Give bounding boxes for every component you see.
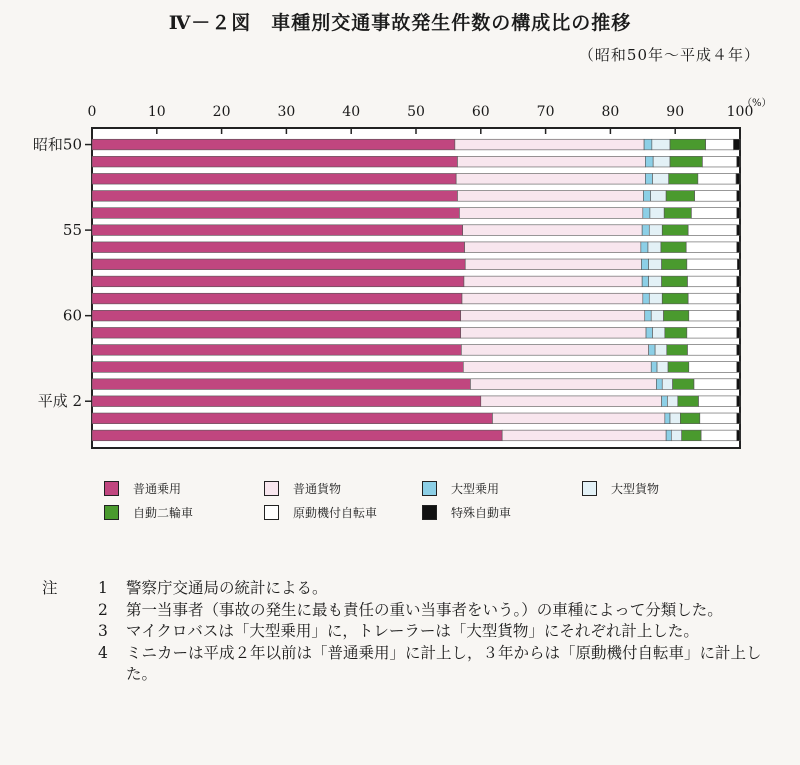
bar-segment [737,413,740,424]
bar-segment [92,362,463,373]
legend-item [582,480,659,497]
bar-segment [668,362,689,373]
footnote-text: マイクロバスは「大型乗用」に，トレーラーは「大型貨物」にそれぞれ計上した。 [126,622,699,640]
bar-segment [92,242,465,253]
bar-segment [461,310,645,321]
bar-segment [699,396,737,407]
bar-segment [461,327,646,338]
bar-segment [661,242,686,253]
bar-segment [652,139,670,150]
bar-segment [92,396,481,407]
x-tick-label: 30 [277,104,296,120]
bar-segment [656,379,662,390]
bar-segment [698,173,736,184]
bar-segment [463,225,642,236]
x-tick-label: 90 [666,104,685,120]
x-tick-label: 70 [536,104,555,120]
legend-label: 原動機付自転車 [293,506,378,520]
bar-segment [702,156,736,167]
bar-segment [643,208,650,219]
bar-segment [737,276,740,287]
bar-segment [701,430,737,441]
bar-segment [737,396,740,407]
bar-segment [641,242,648,253]
bar-segment [92,413,492,424]
bar-segment [706,139,734,150]
bar-segment [688,276,737,287]
bar-segment [670,139,706,150]
bar-segment [465,242,641,253]
x-tick-label: 20 [212,104,231,120]
bar-segment [92,208,459,219]
footnote-text: 警察庁交通局の統計による。 [126,579,328,597]
bar-segment [673,379,694,390]
bar-segment [92,430,502,441]
bar-segment [682,430,701,441]
x-tick-label: 10 [147,104,166,120]
bar-segment [680,413,699,424]
footnote-item [42,621,792,643]
bar-segment [462,293,643,304]
bar-segment [689,310,737,321]
bar-segment [737,191,740,202]
bar-segment [662,379,672,390]
legend-swatch [582,481,597,496]
bar-segment [645,310,651,321]
bar-segment [688,345,737,356]
legend-item [422,504,511,521]
bar-segment [464,276,642,287]
bar-segment [92,345,461,356]
x-tick-label: 50 [407,104,425,120]
bar-segment [700,413,737,424]
bar-segment [456,173,645,184]
row-label: 平成 2 [37,392,82,411]
bar-segment [457,191,643,202]
bar-segment [92,379,470,390]
bar-segment [670,413,680,424]
bar-segment [678,396,699,407]
bar-segment [92,327,461,338]
bar-segment [688,293,737,304]
bar-segment [737,259,740,270]
bar-segment [502,430,666,441]
bar-segment [645,156,653,167]
bar-segment [650,208,664,219]
bar-segment [737,310,740,321]
bar-segment [642,259,649,270]
legend-swatch [422,505,437,520]
bar-segment [653,173,669,184]
bar-segment [92,276,464,287]
chart-title: Ⅳ－２図 車種別交通事故発生件数の構成比の推移 [168,12,632,34]
legend-swatch [422,481,437,496]
legend-swatch [104,505,119,520]
bar-segment [92,225,463,236]
chart-legend [100,476,740,526]
row-label: 60 [62,306,82,325]
bar-segment [666,430,671,441]
footnote-number: 2 [98,600,108,619]
legend-item [104,480,181,497]
x-tick-label: 40 [342,104,361,120]
bar-segment [642,276,648,287]
bar-segment [669,173,698,184]
legend-label: 大型貨物 [611,482,660,496]
bar-segment [734,139,740,150]
bar-segment [92,310,461,321]
bar-segment [92,259,465,270]
bar-segment [737,430,740,441]
legend-label: 大型乗用 [451,482,500,496]
legend-label: 自動二輪車 [133,506,194,520]
x-tick-label: 0 [87,104,97,120]
legend-item [104,504,193,521]
bar-segment [492,413,664,424]
legend-label: 普通乗用 [133,482,182,496]
bar-segment [737,379,740,390]
bar-segment [644,139,652,150]
bar-segment [737,345,740,356]
chart-subtitle: （昭和50年～平成４年） [578,46,760,64]
bar-segment [662,293,688,304]
row-label: 昭和50 [32,135,82,154]
bar-segment [687,327,737,338]
legend-label: 普通貨物 [293,482,342,496]
x-tick-label: 100 [726,104,754,120]
bar-segment [642,225,649,236]
bar-segment [481,396,662,407]
bar-segment [736,173,740,184]
bar-segment [695,191,737,202]
bar-segment [455,139,644,150]
bar-segment [671,430,681,441]
legend-item [264,480,341,497]
bar-segment [643,293,649,304]
bar-segment [662,276,688,287]
bar-segment [649,345,655,356]
footnote-item [42,578,792,600]
bar-segment [648,242,661,253]
bar-segment [92,173,456,184]
bar-segment [737,362,740,373]
legend-swatch [264,481,279,496]
bar-segment [662,225,688,236]
bar-segment [649,276,662,287]
bar-segment [92,293,462,304]
bar-segment [470,379,656,390]
bar-segment [662,259,687,270]
bar-segment [688,225,737,236]
bar-segment [664,208,691,219]
bar-segment [92,139,455,150]
footnote-item [42,600,792,622]
bar-segment [670,156,702,167]
bar-segment [465,259,641,270]
bar-segment [651,362,657,373]
bar-segment [649,293,662,304]
bar-segment [662,396,668,407]
bar-segment [691,208,736,219]
legend-label: 特殊自動車 [451,506,512,520]
footnote-text: ミニカーは平成２年以前は「普通乗用」に計上し，３年からは「原動機付自転車」に計上した。 [126,643,762,683]
footnote-item [42,643,792,686]
legend-swatch [104,481,119,496]
bar-segment [645,173,652,184]
footnote-number: 4 [98,643,108,662]
footnote-number: 3 [98,622,108,640]
x-unit-label: （%） [742,98,772,109]
bar-segment [657,362,668,373]
footnotes [42,578,792,686]
bar-segment [646,327,652,338]
bar-segment [457,156,645,167]
footnote-label: 注 [42,579,58,597]
legend-item [422,480,499,497]
bar-segment [667,396,677,407]
bar-segment [461,345,648,356]
x-tick-label: 60 [471,104,490,120]
bar-segment [459,208,642,219]
legend-item [264,504,377,521]
bar-segment [667,345,688,356]
bar-segment [665,327,687,338]
bar-segment [92,156,457,167]
bar-segment [694,379,737,390]
bar-segment [737,327,740,338]
bar-segment [737,156,740,167]
bar-segment [463,362,651,373]
bar-segment [689,362,737,373]
bar-segment [737,293,740,304]
bar-segment [651,310,663,321]
bar-segment [686,242,737,253]
x-tick-label: 80 [601,104,620,120]
bar-segment [737,208,740,219]
bar-segment [649,225,662,236]
bar-segment [666,191,695,202]
bar-segment [737,225,740,236]
row-label: 55 [62,221,82,240]
bar-segment [664,310,689,321]
bar-segment [653,327,665,338]
bar-segment [665,413,670,424]
footnote-number: 1 [98,579,108,597]
bar-segment [643,191,650,202]
bar-segment [92,191,457,202]
bar-segment [687,259,738,270]
bar-segment [653,156,670,167]
bar-segment [649,259,662,270]
legend-swatch [264,505,279,520]
bar-segment [651,191,667,202]
bar-segment [655,345,667,356]
bar-segment [737,242,740,253]
footnote-text: 第一当事者（事故の発生に最も責任の重い当事者をいう。）の車種によって分類した。 [126,600,723,619]
